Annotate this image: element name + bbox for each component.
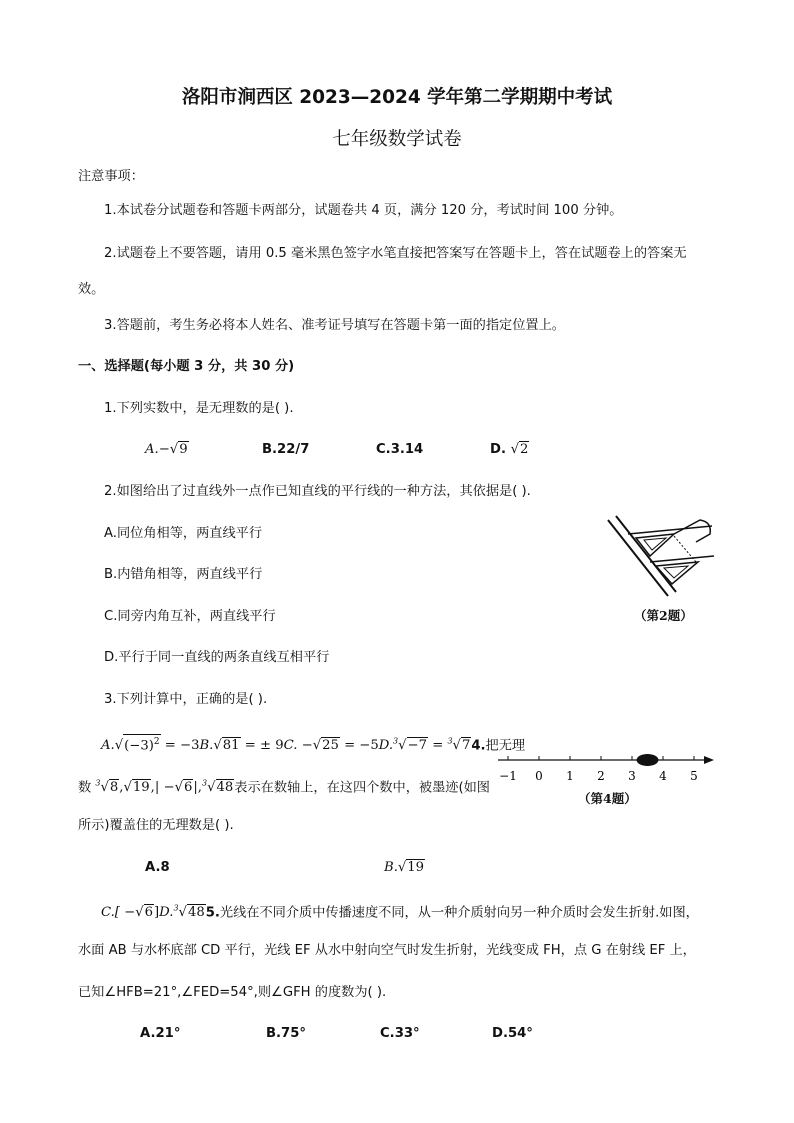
q1-stem: 1.下列实数中，是无理数的是( ). bbox=[104, 401, 294, 416]
q5-option-b: B.75° bbox=[266, 1026, 307, 1041]
q3-option-b: B.√81 = ± 9 bbox=[199, 738, 284, 754]
notes-heading: 注意事项： bbox=[78, 169, 144, 184]
q4-stem-start: 把无理 bbox=[485, 738, 526, 754]
q4-number-line bbox=[494, 750, 722, 786]
q3-stem: 3.下列计算中，正确的是( ). bbox=[104, 692, 268, 707]
q4-option-a: A.8 bbox=[145, 860, 170, 875]
q4-cd-line bbox=[101, 899, 699, 923]
number-line-tick-label: 3 bbox=[628, 769, 636, 783]
q3-options-line bbox=[101, 732, 525, 756]
q2-option-a: A.同位角相等，两直线平行 bbox=[104, 526, 263, 541]
q5-stem-line2: 水面 AB 与水杯底部 CD 平行，光线 EF 从水中射向空气时发生折射，光线变成 FH，点 G 在射线 EF 上， bbox=[78, 943, 696, 958]
q1-option-a: A.−√9 bbox=[145, 442, 188, 457]
q4-option-c: C.[ −√6] bbox=[101, 905, 160, 921]
section-heading: 一、选择题(每小题 3 分，共 30 分) bbox=[78, 359, 295, 374]
note-2: 2.试题卷上不要答题，请用 0.5 毫米黑色签字水笔直接把答案写在答题卡上，答在试题卷上的答案无 bbox=[104, 246, 687, 261]
note-2-cont: 效。 bbox=[78, 282, 105, 297]
q4-option-d: D.$^3$√48 bbox=[159, 904, 205, 921]
q3-option-a: $A.√(-3)^2 = -3$ bbox=[101, 738, 199, 753]
q5-number: 5. bbox=[205, 905, 220, 921]
ink-blot bbox=[637, 754, 659, 766]
q4-option-b: B.√19 bbox=[384, 860, 425, 875]
q2-option-d: D.平行于同一直线的两条直线互相平行 bbox=[104, 650, 330, 665]
q1-option-c: C.3.14 bbox=[376, 442, 424, 457]
q3-option-c: C. −√25 = −5 bbox=[283, 738, 379, 754]
number-line-tick-label: 4 bbox=[659, 769, 667, 783]
number-line-tick-label: −1 bbox=[499, 769, 517, 783]
q4-number: 4. bbox=[471, 738, 486, 754]
q2-stem: 2.如图给出了过直线外一点作已知直线的平行线的一种方法，其依据是( ). bbox=[104, 484, 531, 499]
q1-option-d: D. √2 bbox=[490, 442, 529, 457]
number-line-tick-label: 2 bbox=[597, 769, 605, 783]
q2-figure-caption: （第2题） bbox=[634, 608, 693, 623]
exam-title: 洛阳市涧西区 2023—2024 学年第二学期期中考试 bbox=[181, 87, 613, 108]
q5-option-d: D.54° bbox=[492, 1026, 533, 1041]
q4-stem-line2: 数 $^3$√8,√19,| −√6|,$^3$√48表示在数轴上，在这四个数中，被墨迹(如图 bbox=[78, 779, 490, 796]
q5-option-a: A.21° bbox=[140, 1026, 181, 1041]
q4-stem-line3: 所示)覆盖住的无理数是( ). bbox=[78, 818, 234, 833]
q1-option-b: B.22/7 bbox=[262, 442, 310, 457]
note-1: 1.本试卷分试题卷和答题卡两部分，试题卷共 4 页，满分 120 分，考试时间 100 分钟。 bbox=[104, 203, 623, 218]
q5-stem-line3: 已知∠HFB=21°,∠FED=54°,则∠GFH 的度数为( ). bbox=[78, 985, 387, 1000]
q3-option-d: D.$^3$√−7 = $^3$√7 bbox=[378, 737, 471, 754]
number-line-tick-label: 5 bbox=[690, 769, 698, 783]
note-3: 3.答题前，考生务必将本人姓名、准考证号填写在答题卡第一面的指定位置上。 bbox=[104, 318, 565, 333]
q4-figure-caption: （第4题） bbox=[578, 791, 637, 806]
q2-figure bbox=[600, 512, 720, 600]
number-line-arrow bbox=[704, 756, 714, 764]
q2-option-c: C.同旁内角互补，两直线平行 bbox=[104, 609, 276, 624]
q5-option-c: C.33° bbox=[380, 1026, 420, 1041]
number-line-tick-label: 0 bbox=[535, 769, 543, 783]
number-line-tick-label: 1 bbox=[566, 769, 574, 783]
exam-subtitle: 七年级数学试卷 bbox=[332, 129, 462, 150]
q2-option-b: B.内错角相等，两直线平行 bbox=[104, 567, 263, 582]
q5-stem-start: 光线在不同介质中传播速度不同，从一种介质射向另一种介质时会发生折射.如图， bbox=[219, 905, 699, 921]
